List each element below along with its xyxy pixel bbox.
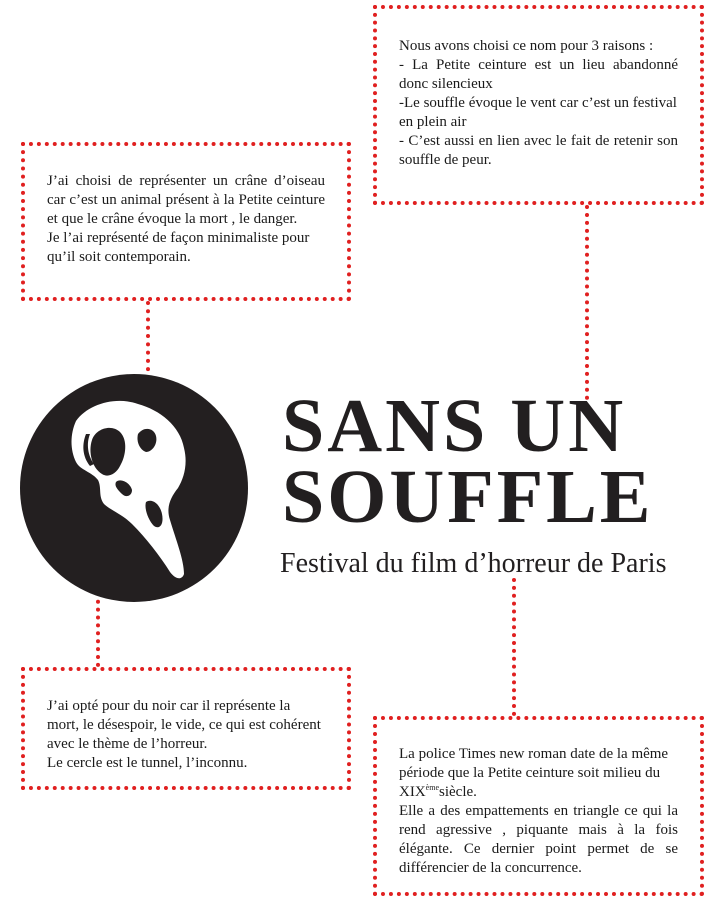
note-font-para-1 xyxy=(399,745,678,802)
note-color-explanation xyxy=(21,667,351,790)
note-font-para-1-sup: ème xyxy=(425,783,439,792)
logo-title-line-1: SANS UN xyxy=(282,384,627,468)
note-color-para-1: J’ai opté pour du noir car il représente la mort, le désespoir, le vide, ce qui est cohérent avec le thème de l’horreur. xyxy=(47,698,321,752)
logo-title-line-2: SOUFFLE xyxy=(282,455,654,539)
note-color-para-2: Le cercle est le tunnel, l’inconnu. xyxy=(47,755,248,771)
logo-circle xyxy=(20,374,248,602)
note-name-explanation xyxy=(373,5,704,205)
connector-name-note xyxy=(585,205,589,400)
note-name-point-3: - C’est aussi en lien avec le fait de retenir son souffle de peur. xyxy=(399,133,678,168)
note-skull-para-2: Je l’ai représenté de façon minimaliste pour qu’il soit contemporain. xyxy=(47,230,310,265)
note-name-point-1: - La Petite ceinture est un lieu abandonné donc silencieux xyxy=(399,57,678,92)
note-font-para-1-text: La police Times new roman date de la même période que la Petite ceinture soit milieu du XIX xyxy=(399,746,669,800)
note-font-para-2: Elle a des empattements en triangle ce qui la rend agressive , piquante mais à la fois élégante. Ce dernier point permet de se différencier de la concurrence. xyxy=(399,803,678,876)
note-skull-explanation xyxy=(21,142,351,301)
note-name-point-2: -Le souffle évoque le vent car c’est un festival en plein air xyxy=(399,95,677,130)
note-name-intro: Nous avons choisi ce nom pour 3 raisons : xyxy=(399,38,654,54)
connector-font-note xyxy=(512,578,516,716)
note-font-para-1-end: siècle. xyxy=(439,784,477,800)
note-font-explanation xyxy=(373,716,704,896)
note-skull-para-1: J’ai choisi de représenter un crâne d’oiseau car c’est un animal présent à la Petite ceinture et que le crâne évoque la mort , le danger. xyxy=(47,173,325,227)
logo-subtitle: Festival du film d’horreur de Paris xyxy=(280,548,667,579)
